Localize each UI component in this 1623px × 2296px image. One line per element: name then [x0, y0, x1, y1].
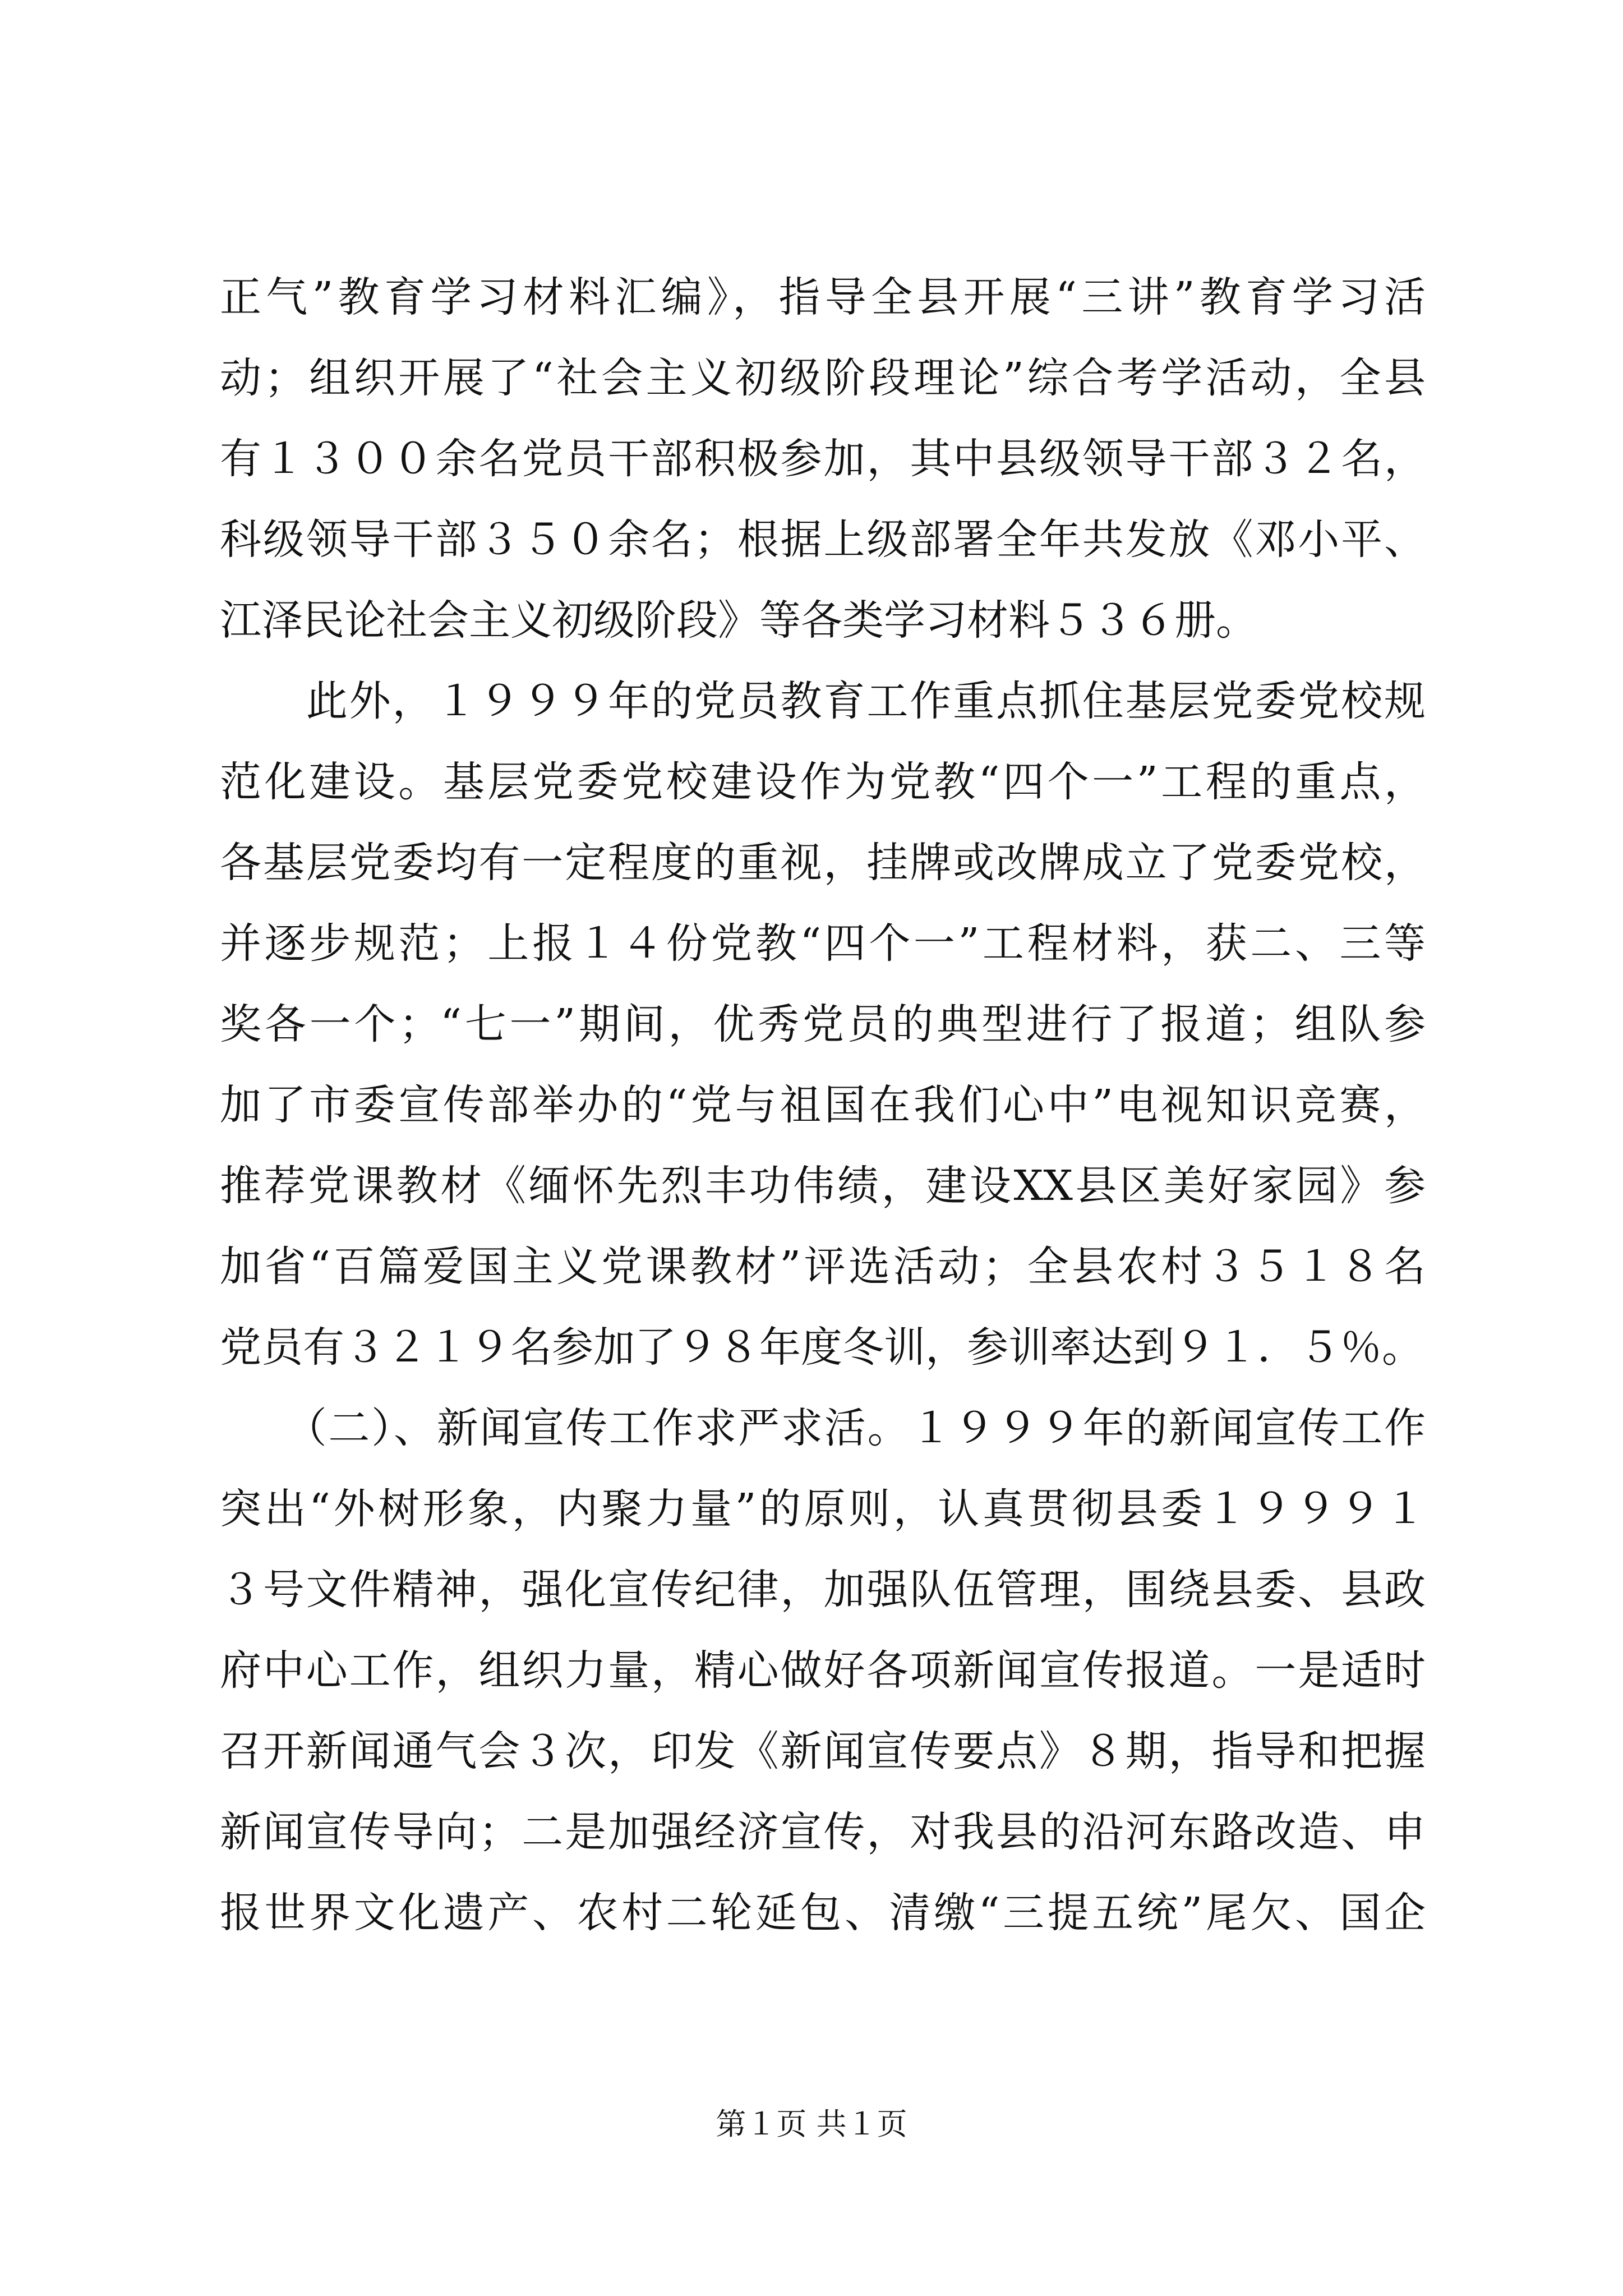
body-text — [220, 257, 1426, 1953]
text-line: 奖各一个；“七一”期间，优秀党员的典型进行了报道；组队参 — [220, 1000, 1426, 1048]
text-line: 召开新闻通气会３次，印发《新闻宣传要点》８期，指导和把握 — [220, 1727, 1426, 1775]
page-number-label: 第１页 共１页 — [716, 2106, 907, 2142]
text-line: 正气”教育学习材料汇编》，指导全县开展“三讲”教育学习活 — [220, 273, 1426, 321]
text-line: 加省“百篇爱国主义党课教材”评选活动；全县农村３５１８名 — [220, 1243, 1426, 1291]
text-line: 推荐党课教材《缅怀先烈丰功伟绩，建设XX县区美好家园》参 — [220, 1162, 1426, 1210]
text-line: （二）、新闻宣传工作求严求活。１９９９年的新闻宣传工作 — [220, 1404, 1426, 1452]
text-line: 动；组织开展了“社会主义初级阶段理论”综合考学活动，全县 — [220, 354, 1426, 402]
text-line: 科级领导干部３５０余名；根据上级部署全年共发放《邓小平、 — [220, 516, 1426, 564]
text-line: 报世界文化遗产、农村二轮延包、清缴“三提五统”尾欠、国企 — [220, 1889, 1426, 1937]
text-line: 范化建设。基层党委党校建设作为党教“四个一”工程的重点， — [220, 758, 1426, 806]
text-line: 加了市委宣传部举办的“党与祖国在我们心中”电视知识竞赛， — [220, 1081, 1426, 1129]
text-line: 并逐步规范；上报１４份党教“四个一”工程材料，获二、三等 — [220, 919, 1426, 968]
page-footer — [0, 2105, 1623, 2144]
text-line: ３号文件精神，强化宣传纪律，加强队伍管理，围绕县委、县政 — [220, 1566, 1426, 1614]
text-line: 府中心工作，组织力量，精心做好各项新闻宣传报道。一是适时 — [220, 1646, 1426, 1695]
text-line: 江泽民论社会主义初级阶段》等各类学习材料５３６册。 — [220, 596, 1257, 645]
text-line: 各基层党委均有一定程度的重视，挂牌或改牌成立了党委党校， — [220, 839, 1426, 887]
text-line: 党员有３２１９名参加了９８年度冬训，参训率达到９１．５％。 — [220, 1323, 1423, 1372]
text-line: 新闻宣传导向；二是加强经济宣传，对我县的沿河东路改造、申 — [220, 1808, 1426, 1856]
text-line: 有１３００余名党员干部积极参加，其中县级领导干部３２名， — [220, 435, 1426, 483]
text-line: 突出“外树形象，内聚力量”的原则，认真贯彻县委１９９９１ — [220, 1485, 1426, 1533]
text-line: 此外，１９９９年的党员教育工作重点抓住基层党委党校规 — [220, 677, 1426, 725]
